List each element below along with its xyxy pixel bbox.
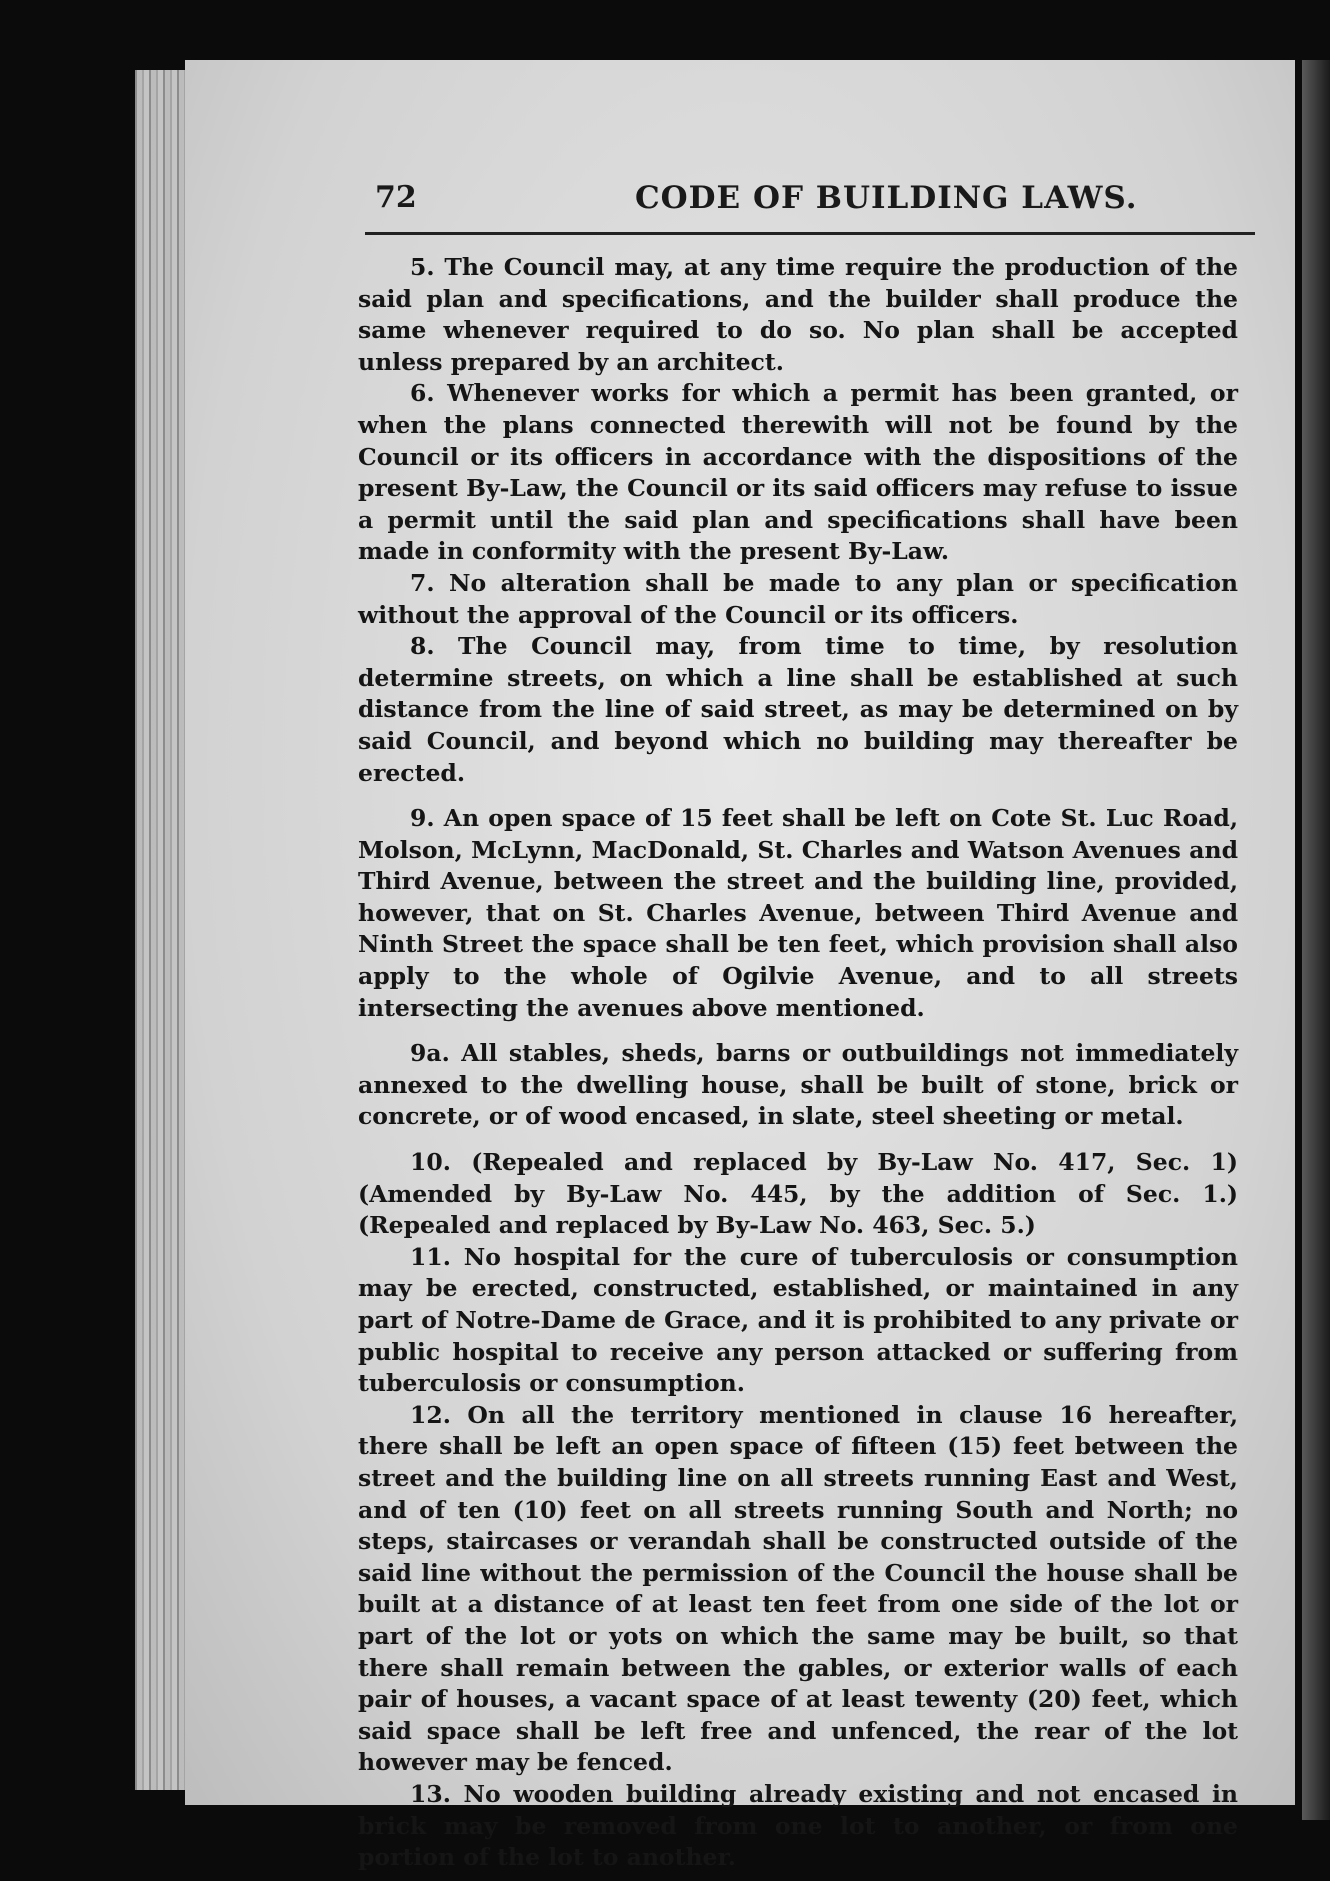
section-8: 8. The Council may, from time to time, by resolution determine streets, on which a line shall be established at such distance from the line of said street, as may be determined on by said Council, and beyond which no building may thereafter be erected. [358, 632, 1238, 787]
section-6: 6. Whenever works for which a permit has been granted, or when the plans connected therewith will not be found by the Council or its officers in accordance with the dispositions of the present By-Law, the Council or its said officers may refuse to issue a permit until the said plan and specifications shall have been made in conformity with the present By-Law. [358, 379, 1238, 566]
body-text [358, 252, 1238, 1874]
book-spine-shadow [1302, 60, 1330, 1820]
section-9a: 9a. All stables, sheds, barns or outbuildings not immediately annexed to the dwelling house, shall be built of stone, brick or concrete, or of wood encased, in slate, steel sheeting or metal. [358, 1039, 1238, 1131]
page-header [365, 180, 1255, 230]
section-13: 13. No wooden building already existing and not encased in brick may be removed from one lot to another, or from one portion of the lot to another. [358, 1779, 1238, 1872]
header-rule [365, 232, 1255, 235]
section-9: 9. An open space of 15 feet shall be left on Cote St. Luc Road, Molson, McLynn, MacDonald, St. Charles and Watson Avenues and Third Avenue, between the street and the building line, provided, however, that on St. Charles Avenue, between Third Avenue and Ninth Street the space shall be ten feet, which provision shall also apply to the whole of Ogilvie Avenue, and to all streets intersecting the avenues above mentioned. [358, 804, 1238, 1022]
section-11: 11. No hospital for the cure of tuberculosis or consumption may be erected, constructed, established, or maintained in any part of Notre-Dame de Grace, and it is prohibited to any private or public hospital to receive any person attacked or suffering from tuberculosis or consumption. [358, 1242, 1238, 1398]
section-12: 12. On all the territory mentioned in clause 16 hereafter, there shall be left an open space of fifteen (15) feet between the street and the building line on all streets running East and West, and of ten (10) feet on all streets running South and North; no steps, staircases or verandah shall be constructed outside of the said line without the permission of the Council the house shall be built at a distance of at least ten feet from one side of the lot or part of the lot or yots on which the same may be built, so that there shall remain between the gables, or exterior walls of each pair of houses, a vacant space of at least tewenty (20) feet, which said space shall be left free and unfenced, the rear of the lot however may be fenced. [358, 1400, 1238, 1777]
section-7: 7. No alteration shall be made to any plan or specification without the approval of the Council or its officers. [358, 568, 1238, 629]
running-title: CODE OF BUILDING LAWS. [635, 180, 1138, 216]
section-5: 5. The Council may, at any time require the production of the said plan and specifications, and the builder shall produce the same whenever required to do so. No plan shall be accepted unless prepared by an architect. [358, 253, 1238, 376]
page-number: 72 [375, 180, 417, 215]
section-10: 10. (Repealed and replaced by By-Law No. 417, Sec. 1) (Amended by By-Law No. 445, by the addition of Sec. 1.) (Repealed and replaced by By-Law No. 463, Sec. 5.) [358, 1148, 1238, 1240]
